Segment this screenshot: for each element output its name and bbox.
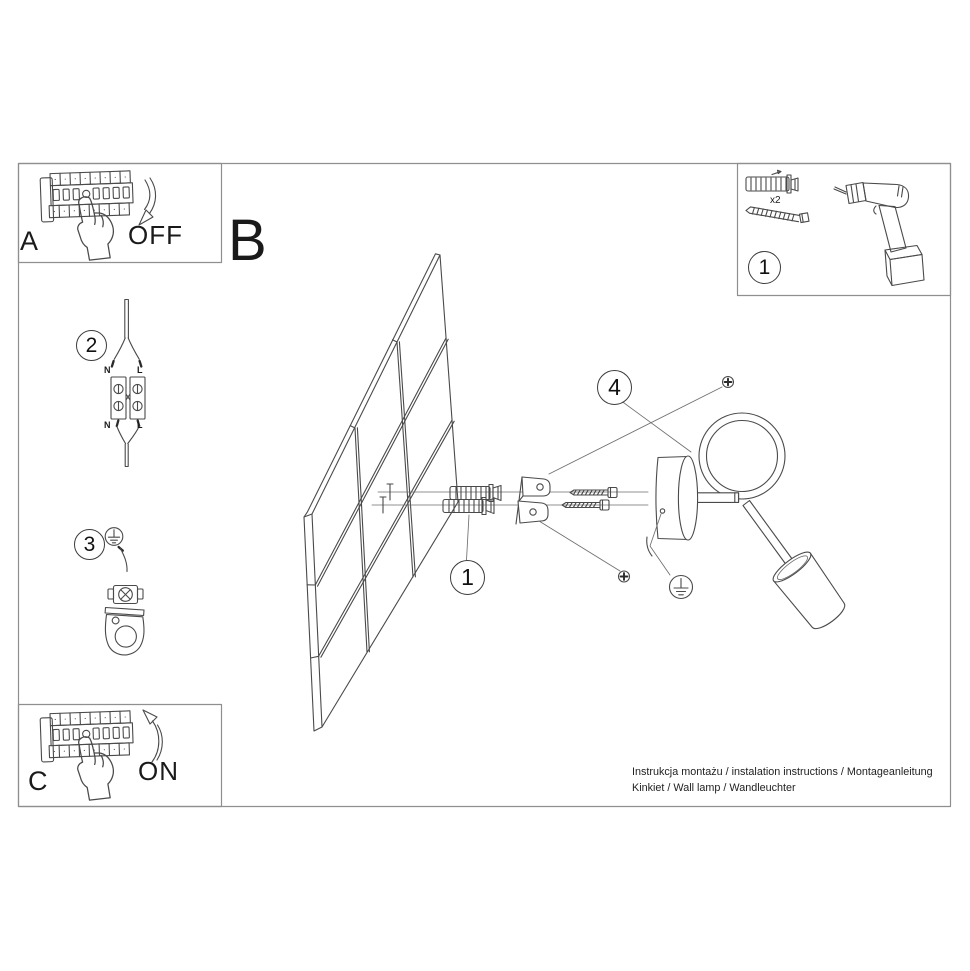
footer-line-1: Instrukcja montażu / instalation instructions / Montageanleitung [632,766,933,778]
footer-text [632,764,933,796]
arrow-up-icon [143,710,162,762]
callout-ground: 3 [74,529,105,560]
breaker-on-label: ON [138,756,179,786]
wall-plug-lower [443,498,494,515]
callout-lamp: 4 [597,370,632,405]
arrow-down-icon [139,178,156,225]
wiring-diagram [111,300,145,467]
breaker-off-label: OFF [128,220,183,250]
drill-icon [834,183,924,286]
section-label-a: A [20,226,39,256]
callout-wiring: 2 [76,330,107,361]
callout-anchors: 1 [450,560,485,595]
footer-line-2: Kinkiet / Wall lamp / Wandleuchter [632,782,796,794]
lamp-socket [769,548,844,629]
screw-head-icon-top [723,377,734,388]
page-frame [19,164,951,807]
anchor-qty-label: x2 [770,195,781,206]
wire-label-l-top: L [137,365,143,375]
hand-icon-c [78,737,114,800]
screw-head-icon-bottom [619,571,630,582]
mounting-screw-upper [570,488,617,498]
canopy [656,456,698,540]
ground-terminal-detail [105,528,144,655]
callout-parts: 1 [748,251,781,284]
section-label-b: B [228,208,267,273]
hand-icon-a [78,197,114,260]
screw-icon [746,207,809,223]
wire-label-l-bottom: L [137,420,143,430]
wall-plug-icon [746,170,798,193]
wall-lamp-illustration [647,413,845,629]
mounting-bracket [516,477,550,524]
section-label-c: C [28,766,48,796]
ground-symbol-icon-small [105,528,123,546]
wire-label-n-bottom: N [104,420,111,430]
ground-symbol-icon-large [670,576,693,599]
wire-label-n-top: N [104,365,111,375]
